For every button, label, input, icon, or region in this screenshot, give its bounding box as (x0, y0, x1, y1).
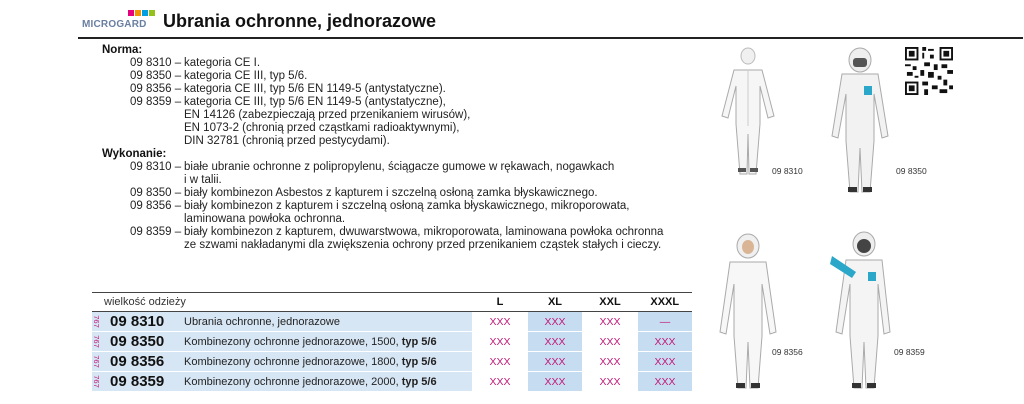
cell-l: XXX (473, 312, 528, 332)
row-side-text: 767 (91, 355, 101, 368)
photo-caption: 09 8356 (772, 347, 803, 357)
page-title: Ubrania ochronne, jednorazowe (163, 11, 437, 31)
row-name-text: Kombinezony ochronne jednorazowe, 1800, (184, 355, 399, 368)
norma-item (100, 57, 700, 70)
wykonanie-text: biały kombinezon Asbestos z kapturem i szczelną osłoną zamka błyskawicznego. (184, 187, 598, 199)
wykonanie-item (100, 200, 700, 226)
cell-xl: XXX (528, 372, 583, 392)
norma-code: 09 8359 – (130, 96, 182, 108)
cell-xl: XXX (528, 352, 583, 372)
norma-item (100, 83, 700, 96)
size-header-xxl: XXL (583, 293, 638, 312)
wykonanie-text: białe ubranie ochronne z polipropylenu, ściągacze gumowe w rękawach, nogawkach (184, 161, 615, 173)
norma-text: EN 14126 (zabezpieczają przed przenikaniem wirusów), (184, 109, 471, 121)
norma-item (100, 70, 700, 83)
row-name (180, 352, 473, 372)
cell-xxxl: XXX (638, 332, 693, 352)
norma-text: kategoria CE III, typ 5/6 EN 1149-5 (antystatyczne). (184, 83, 446, 95)
photo-caption: 09 8359 (894, 347, 925, 357)
description-block (100, 44, 700, 252)
cell-l: XXX (473, 372, 528, 392)
wykonanie-text: biały kombinezon z kapturem i szczelną osłoną zamka błyskawicznego, mikroporowata, (184, 200, 630, 212)
wykonanie-item (100, 187, 700, 200)
row-type: typ 5/6 (401, 355, 437, 368)
row-type: typ 5/6 (401, 335, 437, 348)
cell-xxxl: — (638, 312, 693, 332)
row-code: 09 8356 (108, 352, 180, 372)
row-code: 09 8359 (108, 372, 180, 392)
row-side-number (92, 312, 108, 332)
page-header (0, 0, 1024, 40)
header-rule (78, 37, 1023, 39)
wykonanie-text: laminowana powłoka ochronna. (184, 213, 346, 225)
norma-code: 09 8310 – (130, 57, 182, 69)
row-code: 09 8310 (108, 312, 180, 332)
size-header-l: L (473, 293, 528, 312)
norma-text: DIN 32781 (chronią przed pestycydami). (184, 135, 390, 147)
logo-square (142, 10, 148, 16)
norma-code: 09 8350 – (130, 70, 182, 82)
table-row (92, 312, 692, 332)
wykonanie-title: Wykonanie: (102, 148, 167, 160)
cell-xxxl: XXX (638, 352, 693, 372)
wykonanie-text: i w talii. (184, 174, 222, 186)
table-row (92, 352, 692, 372)
wykonanie-code: 09 8356 – (130, 200, 182, 212)
photo-caption: 09 8350 (896, 166, 927, 176)
cell-l: XXX (473, 332, 528, 352)
microgard-logo (82, 10, 154, 34)
photo-caption: 09 8310 (772, 166, 803, 176)
norma-text: kategoria CE I. (184, 57, 261, 69)
norma-code: 09 8356 – (130, 83, 182, 95)
row-side-number (92, 332, 108, 352)
row-name (180, 372, 473, 392)
wykonanie-item (100, 226, 700, 252)
row-name-text: Ubrania ochronne, jednorazowe (184, 315, 340, 328)
cell-l: XXX (473, 352, 528, 372)
norma-title: Norma: (102, 44, 143, 56)
wykonanie-code: 09 8359 – (130, 226, 182, 238)
row-name (180, 312, 473, 332)
coverall-photo-098359 (830, 228, 894, 393)
cell-xxl: XXX (583, 332, 638, 352)
coverall-photo-098356 (716, 232, 780, 392)
row-name-text: Kombinezony ochronne jednorazowe, 2000, (184, 375, 399, 388)
table-row (92, 372, 692, 392)
row-name-text: Kombinezony ochronne jednorazowe, 1500, (184, 335, 399, 348)
size-table (92, 292, 692, 392)
norma-text: EN 1073-2 (chronią przed cząstkami radioaktywnymi), (184, 122, 460, 134)
row-side-text: 767 (91, 315, 101, 328)
size-header-label: wielkość odzieży (92, 293, 473, 312)
norma-text: kategoria CE III, typ 5/6. (184, 70, 308, 82)
cell-xxl: XXX (583, 372, 638, 392)
wykonanie-item (100, 161, 700, 187)
size-header-xxxl: XXXL (638, 293, 693, 312)
row-name (180, 332, 473, 352)
wykonanie-code: 09 8350 – (130, 187, 182, 199)
coverall-photo-098350 (828, 46, 892, 196)
row-side-number (92, 372, 108, 392)
logo-text: MICROGARD (82, 19, 147, 30)
wykonanie-text: biały kombinezon z kapturem, dwuwarstwowa, mikroporowata, laminowana powłoka ochronna (184, 226, 664, 238)
size-header-xl: XL (528, 293, 583, 312)
cell-xxl: XXX (583, 312, 638, 332)
table-row (92, 332, 692, 352)
norma-item (100, 96, 700, 148)
cell-xxxl: XXX (638, 372, 693, 392)
coverall-photo-098310 (716, 46, 780, 176)
logo-square (149, 10, 155, 16)
wykonanie-text: ze szwami nakładanymi dla zwiększenia ochrony przed przenikaniem cząstek stałych i cieczy. (184, 239, 662, 251)
row-side-text: 767 (91, 375, 101, 388)
wykonanie-code: 09 8310 – (130, 161, 182, 173)
logo-square (135, 10, 141, 16)
table-header (92, 293, 692, 312)
norma-text: kategoria CE III, typ 5/6 EN 1149-5 (antystatyczne), (184, 96, 446, 108)
logo-squares (128, 10, 155, 16)
row-side-text: 767 (91, 335, 101, 348)
row-code: 09 8350 (108, 332, 180, 352)
row-type: typ 5/6 (401, 375, 437, 388)
cell-xxl: XXX (583, 352, 638, 372)
qr-code-icon (905, 47, 953, 95)
logo-square (128, 10, 134, 16)
cell-xl: XXX (528, 332, 583, 352)
row-side-number (92, 352, 108, 372)
cell-xl: XXX (528, 312, 583, 332)
